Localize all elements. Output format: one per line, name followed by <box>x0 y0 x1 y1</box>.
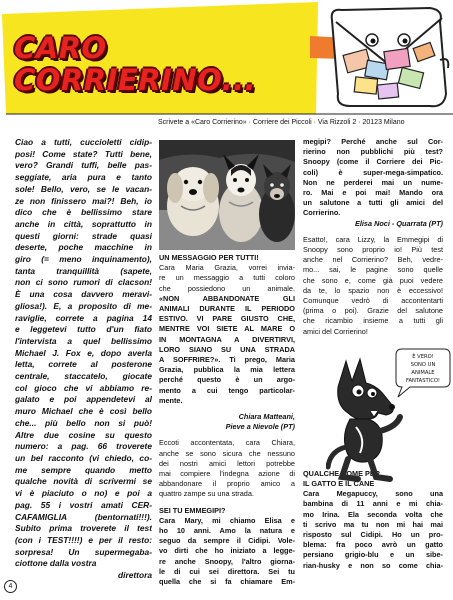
editorial-line: muro Michael che è così bello <box>15 406 152 417</box>
letter-line: Corrierino. <box>303 208 341 218</box>
letter-line: vo dirti che ho iniziato a legge- <box>159 546 295 556</box>
editorial-line: ciottone dalla vostra <box>15 558 97 569</box>
editorial-line: Altre due cosine su questo <box>15 429 152 440</box>
editorial-line: numero: a pag. 66 troverete <box>15 441 152 452</box>
letter-line: mo Irina. Ela seconda volta che <box>303 509 443 519</box>
editorial-line: (con i TEST!!!!) e per il resto: <box>15 534 152 545</box>
letter-signature: Elisa Noci - Quarrata (PT) <box>355 218 443 228</box>
wolf-mascot-illustration <box>326 347 451 492</box>
letter-line: un salutone a tutti gli amici del <box>303 198 443 208</box>
letter-line: Cara Mary, mi chiamo Elisa e <box>159 515 295 525</box>
editorial-line: Subito prima troverete il test <box>15 523 152 534</box>
editorial-line: che... più bello non si può! <box>15 417 152 428</box>
editorial-line: deserte, poche macchine in <box>15 242 152 253</box>
letter-line: blema: fra poco avrò un gatto <box>303 540 443 550</box>
editorial-line: sole! Bello, vero, se le vacan- <box>15 183 152 194</box>
reply-line: dei nostri amici lettori potrebbe <box>159 458 295 468</box>
reply-line: anche se sono sicura che nessuno <box>159 448 295 458</box>
letter-line: A SOFFRIRE?». Ti prego, Maria <box>159 355 295 365</box>
editorial-line: CAFAMIGLIA (bentornati!!!). <box>15 511 152 522</box>
reply-line: da te, lo spazio non è eccessivo! <box>303 285 443 295</box>
reply-line: che ricambio insieme a tutti gli <box>303 316 443 326</box>
editorial-line: centrale, staccatelo, giocate <box>15 371 152 382</box>
reply-line: Eccoti accontentata, cara Chiara, <box>159 438 295 448</box>
wolf-icon <box>328 359 400 479</box>
letters-column-middle <box>159 253 295 587</box>
editorial-line: Ciao a tutti, cuccioletti cidip- <box>15 137 152 147</box>
letter-line: re un messaggio a tutti coloro <box>159 273 295 283</box>
letter-line: Cara Maria Grazia, vorrei invia- <box>159 263 295 273</box>
letter-line: MENTRE VOI SIETE AL MARE O <box>159 324 295 334</box>
editorial-line: ze non finissero mai?! Beh, io <box>15 195 152 206</box>
letter-line: «NON ABBANDONATE GLI <box>159 293 295 303</box>
letter-line: IN MONTAGNA A DIVERTIRVI, <box>159 334 295 344</box>
editorial-line: vi è piaciuto o no) e poi a <box>15 488 152 499</box>
letter-line: Grazia, pubblica la mia lettera <box>159 365 295 375</box>
letter-line: megipi? Perché anche sul Cor- <box>303 137 443 146</box>
letter-line: bambina di 11 anni e mi chia- <box>303 499 443 509</box>
reply-line: quattro zampe su una strada. <box>159 489 254 499</box>
speech-bubble <box>396 349 450 397</box>
reply-line: Snoopy sono proprio io! Più test <box>303 245 443 255</box>
page-header <box>0 0 453 115</box>
letter-line: mente. <box>159 395 183 405</box>
letter-line: perché questo è un argo- <box>159 375 295 385</box>
letter-line: ro. Mai e poi mai! Mando ora <box>303 188 443 198</box>
reply-line: Esatto!, cara Lizzy, la Emmegipi di <box>303 234 443 244</box>
speech-line: ANIMALE <box>411 370 435 376</box>
letter-heading: IL GATTO E IL CANE <box>303 479 375 489</box>
editorial-line: col gioco che vi abbiamo re- <box>15 382 152 393</box>
editorial-line: l'intervista a quel bellissimo <box>15 335 152 346</box>
editorial-line: pag. 55 i vostri amati CER- <box>15 499 152 510</box>
letter-line: coli) è super-mega-simpatico. <box>303 167 443 177</box>
submission-address: Scrivete a «Caro Corrierino» · Corriere dei Piccoli · Via Rizzoli 2 · 20123 Milano <box>158 119 405 126</box>
reply-line: anche nel Corrierino? Beh, vedre- <box>303 255 443 265</box>
editorial-line: qualche novità di scrivermi se <box>15 476 152 487</box>
letter-signature-place: Pieve a Nievole (PT) <box>225 422 295 432</box>
editorial-line: Michael J. Fox e, dopo averla <box>15 347 152 358</box>
letter-line: ti scrivo ma tu non mi hai mai <box>303 519 443 529</box>
editorial-line: dico che è bellissimo stare <box>15 207 152 218</box>
editorial-line: raviglie, correte a pagina 14 <box>15 312 152 323</box>
reply-line: mo... sai, le pagine sono quelle <box>303 265 443 275</box>
letter-line: mento a cui tengo particolar- <box>159 385 295 395</box>
editorial-signature: direttora <box>118 570 152 581</box>
letter-line: ANIMALI DURANTE IL PERIODO <box>159 304 295 314</box>
letter-heading: SEI TU EMMEGIPI? <box>159 505 226 515</box>
editorial-line: galato e poi appendetevi al <box>15 394 152 405</box>
letter-line: quella che si fa chiamare Em- <box>159 577 295 587</box>
letter-line: rian-husky e non so come chia- <box>303 560 443 570</box>
reply-line: amici del Corrierino! <box>303 326 368 336</box>
dog-left <box>167 167 219 236</box>
editorial-line: un bel racconto (vi chiedo, co- <box>15 452 152 463</box>
editorial-line: questi giorni: strade quasi <box>15 230 152 241</box>
editorial-line: sorpresa! Un supermegaba- <box>15 546 152 557</box>
letter-signature: Chiara Matteani, <box>238 412 295 422</box>
page-title-line1: CARO <box>14 31 107 65</box>
letter-line: LORO SIANO SU UNA STRADA <box>159 344 295 354</box>
reply-line: mai compiere l'indegna azione di <box>159 469 295 479</box>
editorial-line: e leggetevi tutto d'un fiato <box>15 324 152 335</box>
letter-heading: QUALCHE NOME PER <box>303 468 381 478</box>
speech-line: È VERO! <box>412 354 434 360</box>
editorial-line: giro (= meno inquinamento), <box>15 254 152 265</box>
editorial-line: letta, correte al posterone <box>15 359 152 370</box>
speech-line: FANTASTICO! <box>405 378 441 384</box>
letter-line: le di cui sei direttora. Sei tu <box>159 566 295 576</box>
editorial-line: posi! Come state? Tutti bene, <box>15 148 152 159</box>
envelopes-cartoon <box>332 8 449 106</box>
letter-line: Snoopy (come il Corriere dei Pic- <box>303 157 443 167</box>
reply-line: abbandonare il proprio amico a <box>159 479 295 489</box>
editorial-line: seggiate, aria pura e tanto <box>15 172 152 183</box>
letter-line: risposto sul Cidipi. Ho un pro- <box>303 530 443 540</box>
reply-line: Comunque vedrò di accontentarti <box>303 296 443 306</box>
editorial-line: vero? Grandi tuffi, belle pas- <box>15 160 152 171</box>
editorial-line: non ci sono rumori di clacson! <box>15 277 152 288</box>
letter-heading: UN MESSAGGIO PER TUTTI! <box>159 253 259 262</box>
letter-line: rierino non pubblichi più test? <box>303 147 443 157</box>
letter-line: ESTIVO. VI PARE GIUSTO CHE, <box>159 314 295 324</box>
letter-line: Cara Megapuccy, sono una <box>303 489 443 499</box>
letter-line: che possiedono un animale. <box>159 283 295 293</box>
letter-line: seguo da sempre il Cidipi. Vole- <box>159 536 295 546</box>
letter-line: Non ne perderei mai un nume- <box>303 177 443 187</box>
letter-line: persiano grigio-blu e un sibe- <box>303 550 443 560</box>
reply-line: che sono e, come già puoi vedere <box>303 275 443 285</box>
editorial-line: gliosa!). E, a proposito di me- <box>15 300 152 311</box>
letter-line: re anche Snoopy, l'altro giorna- <box>159 556 295 566</box>
editorial-line: anche in città, soprattutto in <box>15 218 152 229</box>
dogs-photo <box>159 140 295 250</box>
editorial-line: È una cosa davvero meravi- <box>15 289 152 300</box>
editorial-line: me sempre quando metto <box>15 464 152 475</box>
page-title-line2: CORRIERINO... <box>14 63 257 97</box>
editorial-line: tanta tranquillità (sapete, <box>15 265 152 276</box>
editorial-column <box>15 137 152 582</box>
reply-line: (prima o poi). Grazie del salutone <box>303 306 443 316</box>
speech-line: SONO UN <box>410 362 436 368</box>
letter-line: ho 10 anni. Amo la natura e <box>159 526 295 536</box>
page-number: 4 <box>4 580 17 593</box>
